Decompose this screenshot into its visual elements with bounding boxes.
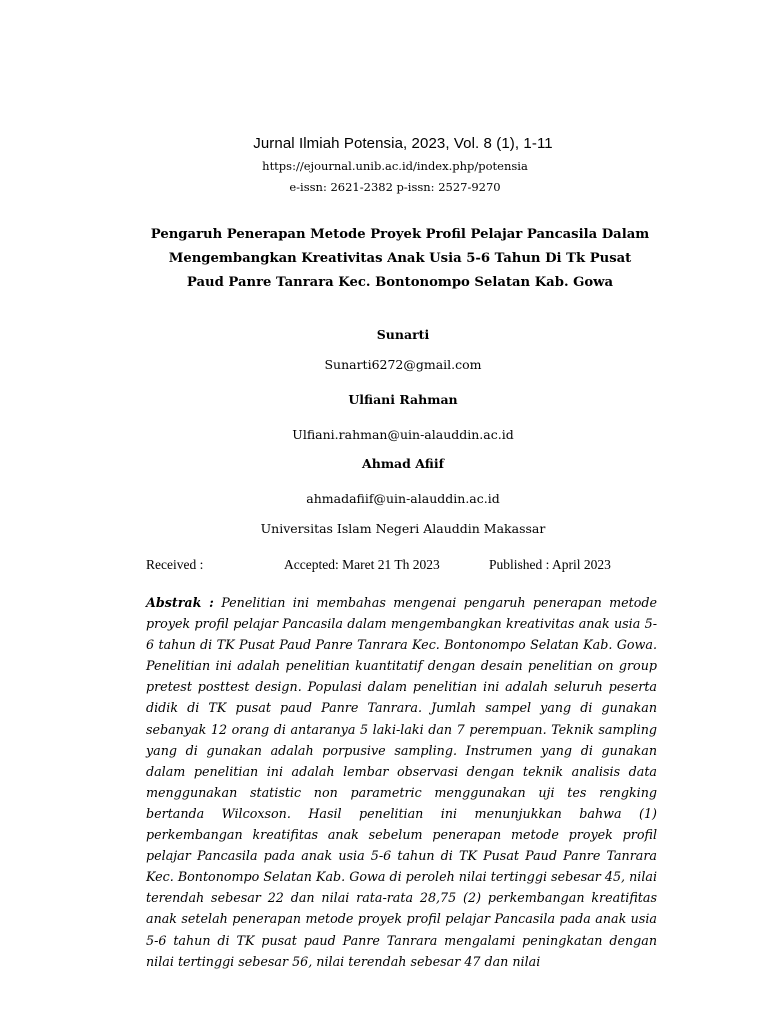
article-dates <box>146 557 666 577</box>
author-name: Ahmad Afiif <box>362 456 444 471</box>
date-accepted: Accepted: Maret 21 Th 2023 <box>284 557 440 572</box>
date-published: Published : April 2023 <box>489 557 611 572</box>
abstract <box>146 592 657 972</box>
date-received: Received : <box>146 557 204 572</box>
article-title-line: Pengaruh Penerapan Metode Proyek Profil Pelajar Pancasila Dalam <box>150 227 650 242</box>
abstract-label: Abstrak : <box>146 595 214 610</box>
author-name: Ulfiani Rahman <box>348 392 458 407</box>
author-email[interactable]: Ulfiani.rahman@uin-alauddin.ac.id <box>292 427 514 442</box>
author-name: Sunarti <box>376 327 430 342</box>
affiliation: Universitas Islam Negeri Alauddin Makassar <box>260 521 546 536</box>
journal-issn: e-issn: 2621-2382 p-issn: 2527-9270 <box>289 180 501 194</box>
article-title <box>140 223 660 295</box>
author-email[interactable]: Sunarti6272@gmail.com <box>324 357 482 372</box>
article-title-line: Mengembangkan Kreativitas Anak Usia 5-6 Tahun Di Tk Pusat <box>168 251 632 266</box>
abstract-text: Penelitian ini membahas mengenai pengaruh penerapan metode proyek profil pelajar Pancasila dalam mengembangkan kreativitas anak usia 5-6 tahun di TK Pusat Paud Panre Tanrara Kec. Bontonompo Selatan Kab. Gowa. Penelitian ini adalah penelitian kuantitatif dengan desain penelitian on group pretest posttest design. Populasi dalam penelitian ini adalah seluruh peserta didik di TK pusat paud Panre Tanrara. Jumlah sampel yang di gunakan sebanyak 12 orang di antaranya 5 laki-laki dan 7 perempuan. Teknik sampling yang di gunakan adalah porpusive sampling. Instrumen yang di gunakan dalam penelitian ini adalah lembar observasi dengan teknik analisis data menggunakan statistic non parametric menggunakan uji tes rengking bertanda Wilcoxson. Hasil penelitian ini menunjukkan bahwa (1) perkembangan kreatifitas anak sebelum penerapan metode proyek profil pelajar Pancasila pada anak usia 5-6 tahun di TK Pusat Paud Panre Tanrara Kec. Bontonompo Selatan Kab. Gowa di peroleh nilai tertinggi sebesar 45, nilai terendah sebesar 22 dan nilai rata-rata 28,75 (2) perkembangan kreatifitas anak setelah penerapan metode proyek profil pelajar Pancasila pada anak usia 5-6 tahun di TK pusat paud Panre Tanrara mengalami peningkatan dengan nilai tertinggi sebesar 56, nilai terendah sebesar 47 dan nilai <box>146 595 658 969</box>
author-email[interactable]: ahmadafiif@uin-alauddin.ac.id <box>306 491 500 506</box>
article-title-line: Paud Panre Tanrara Kec. Bontonompo Selatan Kab. Gowa <box>186 275 614 290</box>
journal-url[interactable]: https://ejournal.unib.ac.id/index.php/potensia <box>262 159 528 173</box>
journal-title: Jurnal Ilmiah Potensia, 2023, Vol. 8 (1), 1-11 <box>253 135 553 152</box>
